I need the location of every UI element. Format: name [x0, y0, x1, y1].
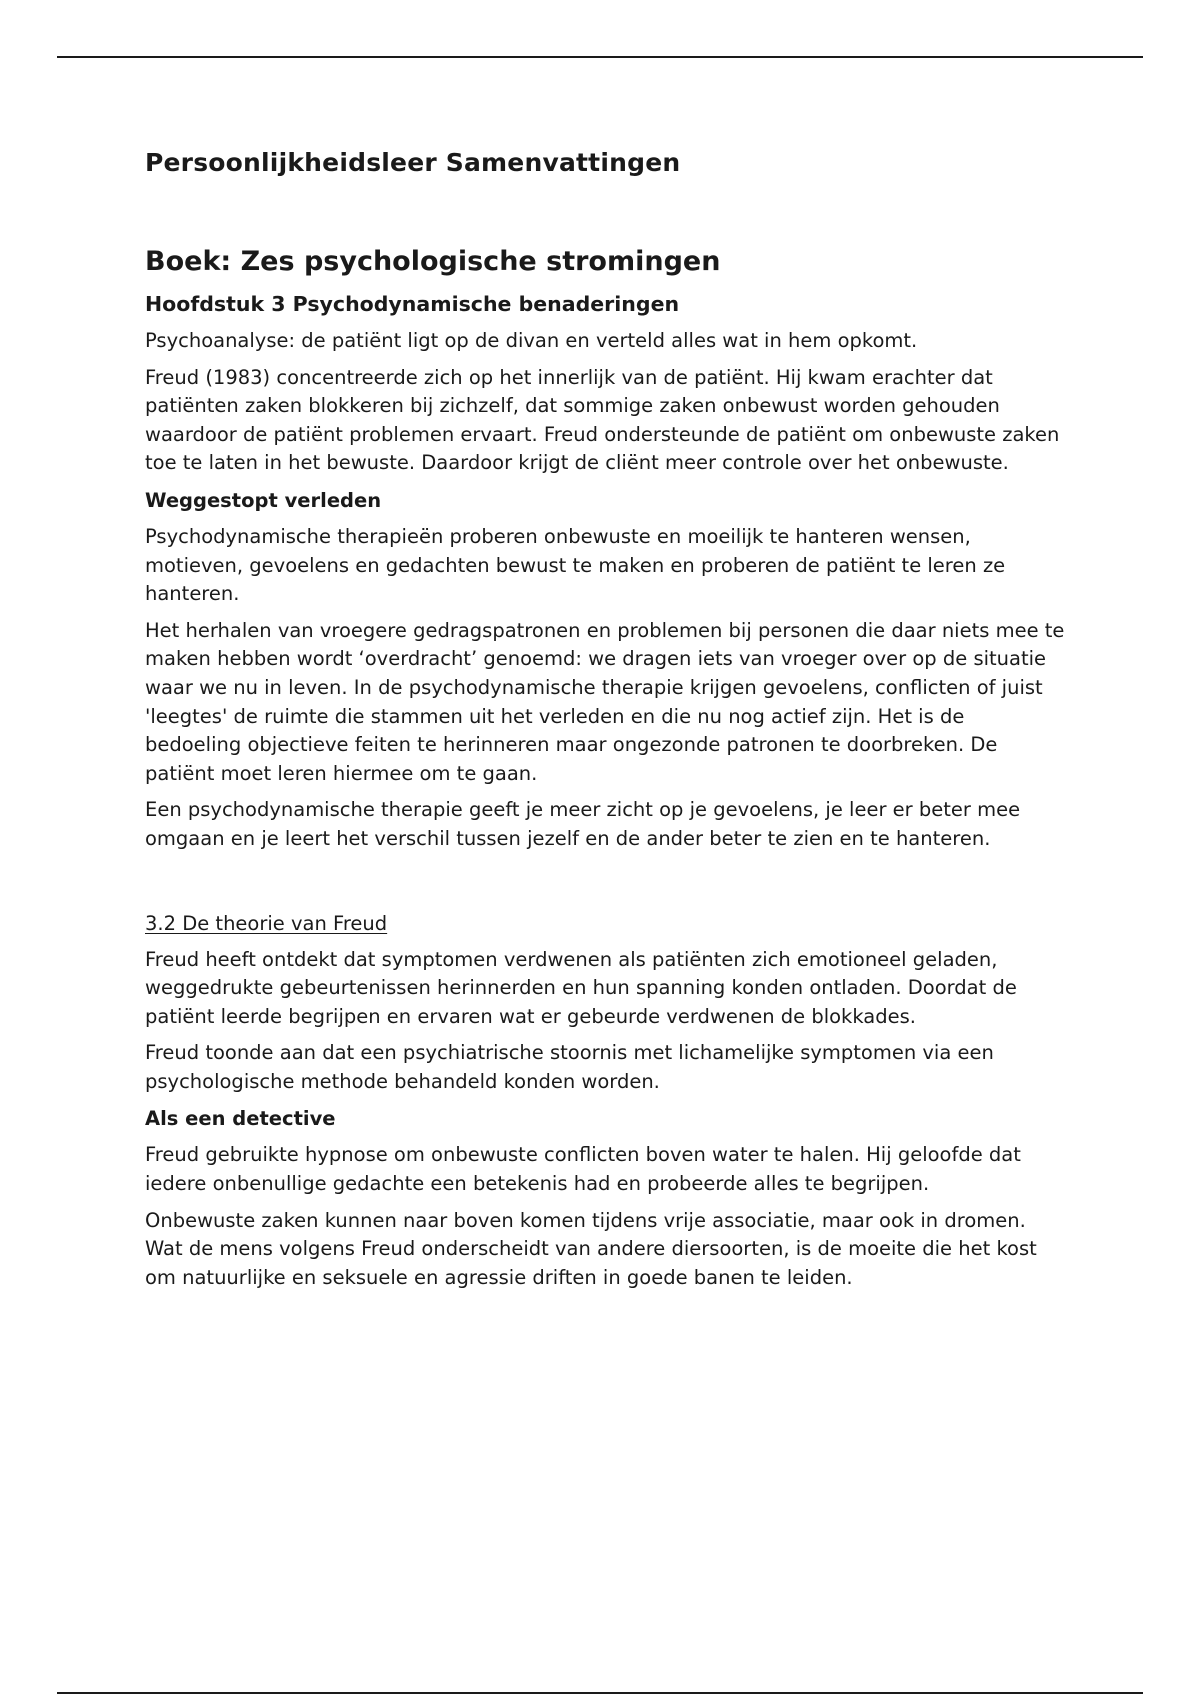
subheading-weggestopt-verleden: Weggestopt verleden [145, 488, 382, 512]
paragraph: Psychodynamische therapieën proberen onbewuste en moeilijk te hanteren wensen, motieven, gevoelens en gedachten bewust te maken en proberen de patiënt te leren ze hanteren. [145, 524, 1006, 606]
paragraph: Psychoanalyse: de patiënt ligt op de divan en verteld alles wat in hem opkomt. [145, 329, 918, 352]
document-title: Persoonlijkheidsleer Samenvattingen [145, 148, 681, 177]
paragraph: Freud (1983) concentreerde zich op het innerlijk van de patiënt. Hij kwam erachter dat patiënten zaken blokkeren bij zichzelf, dat sommige zaken onbewust worden gehouden waardoor de patiënt problemen ervaart. Freud ondersteunde de patiënt om onbewuste zaken toe te laten in het bewuste. Daardoor krijgt de cliënt meer controle over het onbewuste. [145, 365, 1060, 475]
section-heading-3-2: 3.2 De theorie van Freud [145, 911, 388, 935]
chapter-title: Hoofdstuk 3 Psychodynamische benaderingen [145, 292, 680, 316]
book-title: Boek: Zes psychologische stromingen [145, 246, 721, 277]
bottom-rule [57, 1692, 1143, 1694]
paragraph: Freud gebruikte hypnose om onbewuste conflicten boven water te halen. Hij geloofde dat iedere onbenullige gedachte een betekenis had en probeerde alles te begrijpen. [145, 1143, 1021, 1196]
top-rule [57, 56, 1143, 58]
paragraph: Het herhalen van vroegere gedragspatronen en problemen bij personen die daar niets mee te maken hebben wordt ‘overdracht’ genoemd: we dragen iets van vroeger over op de situatie waar we nu in leven. In de psychodynamische therapie krijgen gevoelens, conflicten of juist 'leegtes' de ruimte die stammen uit het verleden en die nu nog actief zijn. Het is de bedoeling objectieve feiten te herinneren maar ongezonde patronen te doorbreken. De patiënt moet leren hiermee om te gaan. [145, 618, 1065, 785]
paragraph: Onbewuste zaken kunnen naar boven komen tijdens vrije associatie, maar ook in dromen. Wat de mens volgens Freud onderscheidt van andere diersoorten, is de moeite die het kost om natuurlijke en seksuele en agressie driften in goede banen te leiden. [145, 1208, 1037, 1289]
paragraph: Een psychodynamische therapie geeft je meer zicht op je gevoelens, je leer er beter mee omgaan en je leert het verschil tussen jezelf en de ander beter te zien en te hanteren. [145, 798, 1021, 850]
paragraph: Freud heeft ontdekt dat symptomen verdwenen als patiënten zich emotioneel geladen, weggedrukte gebeurtenissen herinnerden en hun spanning konden ontladen. Doordat de patiënt leerde begrijpen en ervaren wat er gebeurde verdwenen de blokkades. [145, 947, 1017, 1028]
subheading-als-een-detective: Als een detective [145, 1107, 336, 1131]
paragraph: Freud toonde aan dat een psychiatrische stoornis met lichamelijke symptomen via een psychologische methode behandeld konden worden. [145, 1041, 994, 1093]
document-body [145, 145, 1065, 1292]
